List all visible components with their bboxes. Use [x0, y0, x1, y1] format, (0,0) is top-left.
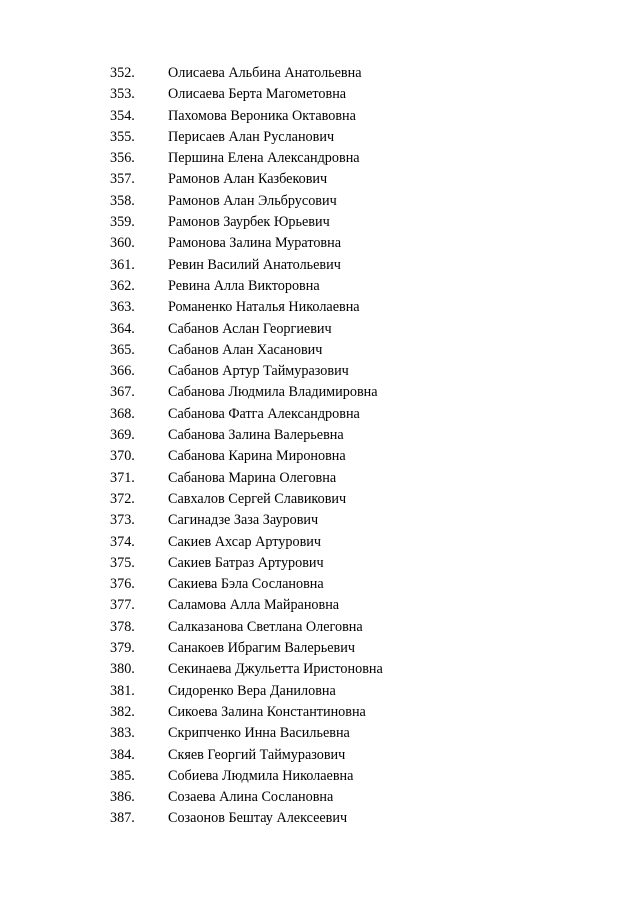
entry-number: 354.: [110, 107, 135, 124]
entry-number: 380.: [110, 661, 135, 678]
entry-full-name: Салказанова Светлана Олеговна: [168, 618, 363, 635]
list-item: [0, 808, 640, 829]
list-item: [0, 127, 640, 148]
entry-full-name: Пахомова Вероника Октавовна: [168, 107, 356, 124]
entry-number: 352.: [110, 65, 135, 81]
entry-number: 358.: [110, 192, 135, 209]
list-item: [0, 84, 640, 105]
entry-full-name: Сабанов Аслан Георгиевич: [168, 320, 332, 337]
list-item: [0, 233, 640, 254]
entry-number: 353.: [110, 86, 135, 103]
list-item: [0, 276, 640, 297]
entry-number: 357.: [110, 171, 135, 188]
entry-full-name: Першина Елена Александровна: [168, 150, 360, 167]
entry-full-name: Сидоренко Вера Даниловна: [168, 682, 336, 699]
list-item: [0, 148, 640, 169]
entry-full-name: Созаонов Бештау Алексеевич: [168, 810, 348, 827]
entry-number: 384.: [110, 746, 135, 763]
list-item: [0, 659, 640, 680]
list-item: [0, 340, 640, 361]
list-item: [0, 532, 640, 553]
entry-number: 356.: [110, 150, 135, 167]
list-item: [0, 191, 640, 212]
entry-number: 359.: [110, 214, 135, 231]
entry-number: 379.: [110, 640, 135, 657]
list-item: [0, 106, 640, 127]
entry-full-name: Сикоева Залина Константиновна: [168, 703, 366, 720]
entry-full-name: Сабанов Алан Хасанович: [168, 341, 323, 358]
entry-full-name: Романенко Наталья Николаевна: [168, 299, 360, 316]
entry-full-name: Сакиев Ахсар Артурович: [168, 533, 321, 550]
list-item: [0, 574, 640, 595]
entry-number: 366.: [110, 363, 135, 380]
entry-full-name: Скяев Георгий Таймуразович: [168, 746, 346, 763]
entry-number: 381.: [110, 682, 135, 699]
list-item: [0, 319, 640, 340]
entry-full-name: Олисаева Альбина Анатольевна: [168, 65, 362, 81]
entry-full-name: Олисаева Берта Магометовна: [168, 86, 347, 103]
entry-full-name: Рамонов Алан Казбекович: [168, 171, 328, 188]
entry-full-name: Сабанова Залина Валерьевна: [168, 427, 344, 444]
list-item: [0, 404, 640, 425]
numbered-name-list: [0, 63, 640, 830]
entry-full-name: Рамонов Заурбек Юрьевич: [168, 214, 330, 231]
entry-number: 364.: [110, 320, 135, 337]
entry-full-name: Сагинадзе Заза Заурович: [168, 512, 319, 529]
list-item: [0, 510, 640, 531]
entry-number: 373.: [110, 512, 135, 529]
entry-full-name: Сабанов Артур Таймуразович: [168, 363, 349, 380]
entry-full-name: Саламова Алла Майрановна: [168, 597, 340, 614]
list-item: [0, 63, 640, 84]
entry-full-name: Сабанова Фатга Александровна: [168, 405, 360, 422]
list-item: [0, 382, 640, 403]
list-item: [0, 361, 640, 382]
entry-full-name: Скрипченко Инна Васильевна: [168, 725, 350, 742]
entry-number: 387.: [110, 810, 135, 827]
list-item: [0, 595, 640, 616]
entry-number: 382.: [110, 703, 135, 720]
list-item: [0, 425, 640, 446]
entry-full-name: Сакиева Бэла Сослановна: [168, 576, 324, 593]
list-item: [0, 745, 640, 766]
entry-number: 370.: [110, 448, 135, 465]
entry-number: 371.: [110, 469, 135, 486]
list-item: [0, 766, 640, 787]
entry-number: 372.: [110, 490, 135, 507]
entry-full-name: Санакоев Ибрагим Валерьевич: [168, 640, 355, 657]
entry-number: 367.: [110, 384, 135, 401]
entry-full-name: Перисаев Алан Русланович: [168, 128, 335, 145]
list-item: [0, 553, 640, 574]
list-item: [0, 723, 640, 744]
list-item: [0, 681, 640, 702]
entry-number: 376.: [110, 576, 135, 593]
entry-number: 374.: [110, 533, 135, 550]
entry-number: 369.: [110, 427, 135, 444]
entry-full-name: Сабанова Марина Олеговна: [168, 469, 337, 486]
entry-number: 362.: [110, 277, 135, 294]
entry-number: 361.: [110, 256, 135, 273]
entry-full-name: Сакиев Батраз Артурович: [168, 554, 324, 571]
entry-number: 378.: [110, 618, 135, 635]
list-item: [0, 212, 640, 233]
entry-full-name: Сабанова Карина Мироновна: [168, 448, 346, 465]
list-item: [0, 617, 640, 638]
list-item: [0, 702, 640, 723]
list-item: [0, 169, 640, 190]
entry-full-name: Ревина Алла Викторовна: [168, 277, 320, 294]
entry-number: 365.: [110, 341, 135, 358]
entry-number: 360.: [110, 235, 135, 252]
entry-number: 386.: [110, 789, 135, 806]
list-item: [0, 638, 640, 659]
entry-number: 375.: [110, 554, 135, 571]
entry-full-name: Сабанова Людмила Владимировна: [168, 384, 378, 401]
entry-number: 355.: [110, 128, 135, 145]
entry-full-name: Савхалов Сергей Славикович: [168, 490, 347, 507]
entry-full-name: Рамонов Алан Эльбрусович: [168, 192, 337, 209]
list-item: [0, 297, 640, 318]
list-item: [0, 468, 640, 489]
entry-full-name: Созаева Алина Сослановна: [168, 789, 334, 806]
entry-number: 383.: [110, 725, 135, 742]
entry-full-name: Ревин Василий Анатольевич: [168, 256, 341, 273]
list-item: [0, 787, 640, 808]
entry-full-name: Секинаева Джульетта Иристоновна: [168, 661, 383, 678]
list-item: [0, 489, 640, 510]
entry-number: 385.: [110, 767, 135, 784]
entry-number: 377.: [110, 597, 135, 614]
list-item: [0, 446, 640, 467]
entry-number: 368.: [110, 405, 135, 422]
list-item: [0, 255, 640, 276]
entry-full-name: Собиева Людмила Николаевна: [168, 767, 354, 784]
entry-number: 363.: [110, 299, 135, 316]
entry-full-name: Рамонова Залина Муратовна: [168, 235, 342, 252]
